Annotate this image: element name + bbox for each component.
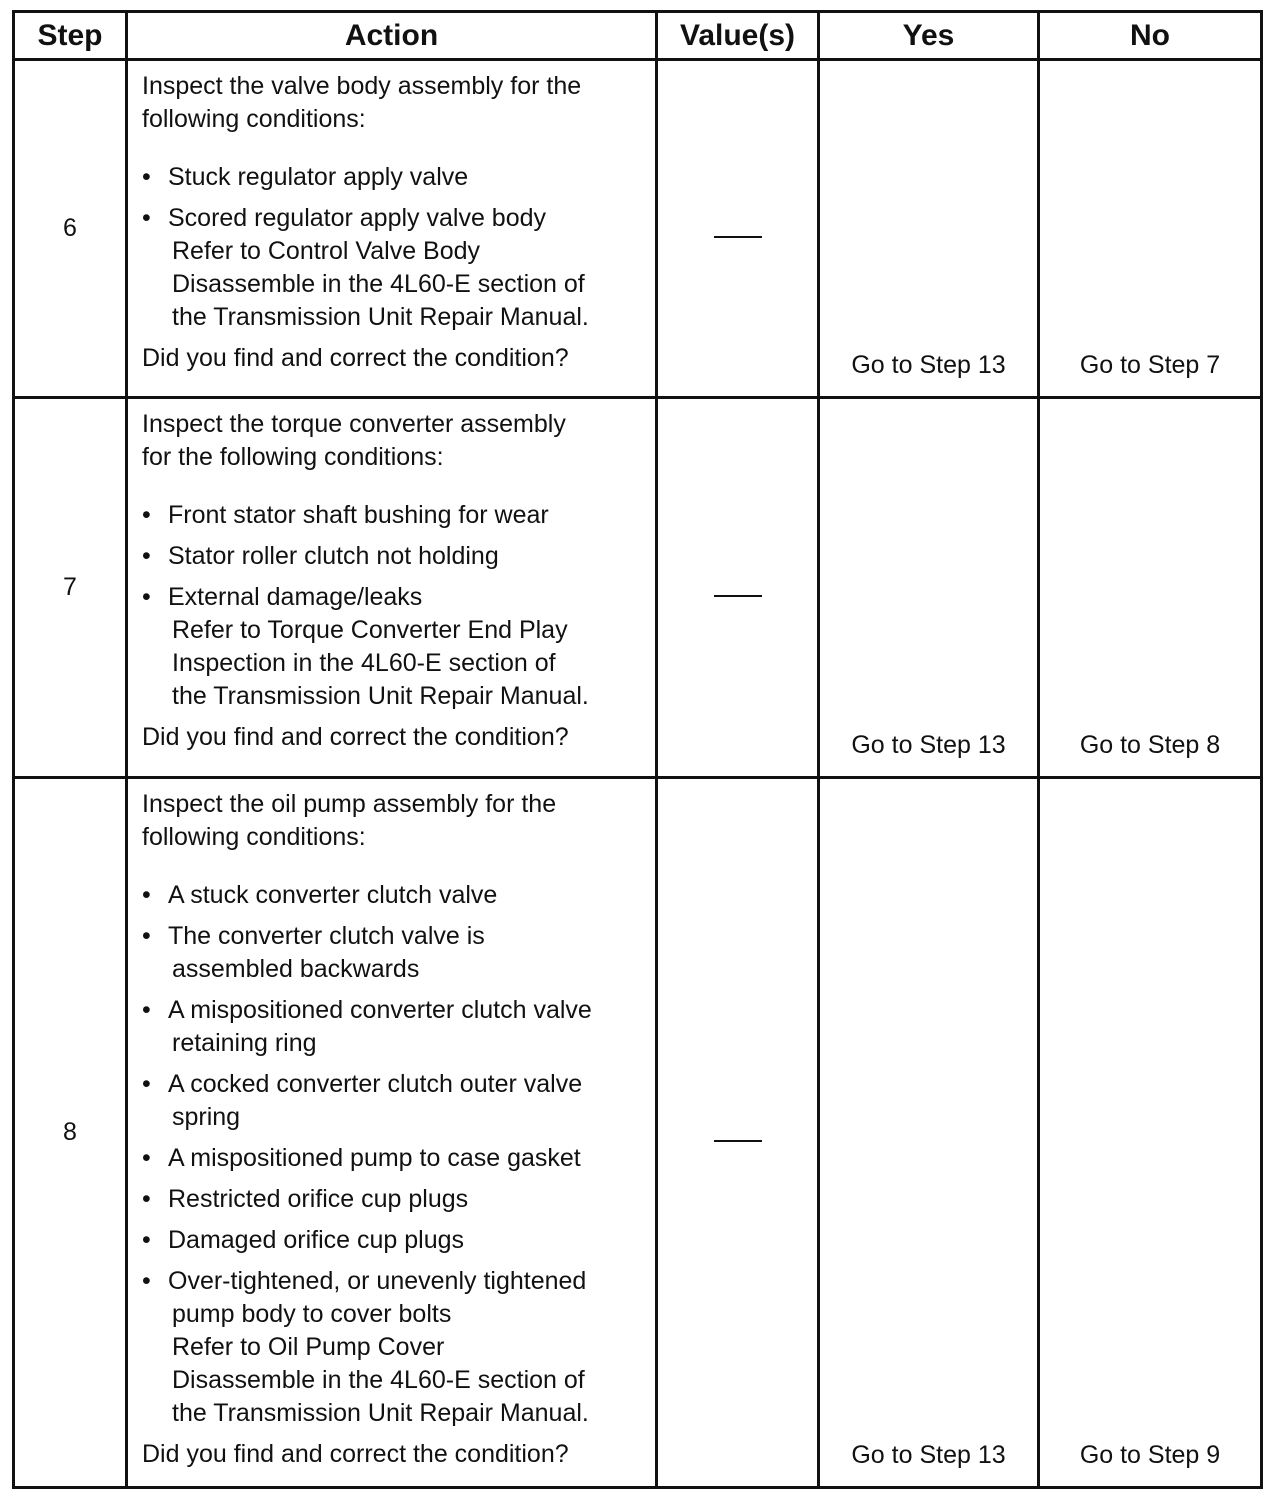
header-step: Step (14, 12, 127, 60)
condition-line: the Transmission Unit Repair Manual. (172, 682, 589, 710)
condition-line: Refer to Oil Pump Cover (172, 1333, 445, 1361)
condition-line: Disassemble in the 4L60-E section of (172, 270, 585, 298)
condition-line: Front stator shaft bushing for wear (168, 501, 549, 529)
condition-line: pump body to cover bolts (172, 1300, 452, 1328)
yes-result: Go to Step 13 (819, 778, 1039, 1488)
action-question: Did you find and correct the condition? (142, 723, 569, 751)
value-cell (657, 398, 819, 778)
condition-item (142, 540, 645, 573)
bullet-icon: • (142, 163, 151, 191)
condition-item (142, 1068, 645, 1134)
condition-line: Disassemble in the 4L60-E section of (172, 1366, 585, 1394)
action-intro (142, 408, 645, 474)
condition-line: Inspection in the 4L60-E section of (172, 649, 556, 677)
condition-item (142, 1142, 645, 1175)
no-value-dash (714, 595, 762, 597)
table-row (14, 398, 1262, 778)
action-intro (142, 788, 645, 854)
step-number: 7 (14, 398, 127, 778)
condition-line: Stator roller clutch not holding (168, 542, 499, 570)
condition-line: Over-tightened, or unevenly tightened (168, 1267, 587, 1295)
condition-item (142, 161, 645, 194)
yes-result: Go to Step 13 (819, 398, 1039, 778)
condition-item (142, 202, 645, 334)
header-no: No (1039, 12, 1262, 60)
condition-item (142, 1183, 645, 1216)
action-intro (142, 70, 645, 136)
condition-item (142, 920, 645, 986)
header-row (14, 12, 1262, 60)
intro-line: following conditions: (142, 105, 366, 133)
condition-line: A cocked converter clutch outer valve (168, 1070, 583, 1098)
bullet-icon: • (142, 881, 151, 909)
bullet-icon: • (142, 1267, 151, 1295)
bullet-icon: • (142, 1226, 151, 1254)
condition-line: Restricted orifice cup plugs (168, 1185, 469, 1213)
condition-line: retaining ring (172, 1029, 317, 1057)
condition-line: the Transmission Unit Repair Manual. (172, 1399, 589, 1427)
no-value-dash (714, 236, 762, 238)
bullet-icon: • (142, 583, 151, 611)
action-cell (127, 398, 657, 778)
bullet-icon: • (142, 922, 151, 950)
condition-item (142, 499, 645, 532)
condition-line: Refer to Control Valve Body (172, 237, 481, 265)
table-row (14, 778, 1262, 1488)
condition-line: A mispositioned pump to case gasket (168, 1144, 581, 1172)
value-cell (657, 778, 819, 1488)
value-cell (657, 60, 819, 398)
table-row (14, 60, 1262, 398)
header-values: Value(s) (657, 12, 819, 60)
intro-line: following conditions: (142, 823, 366, 851)
yes-result: Go to Step 13 (819, 60, 1039, 398)
header-yes: Yes (819, 12, 1039, 60)
condition-line: A stuck converter clutch valve (168, 881, 498, 909)
bullet-icon: • (142, 501, 151, 529)
condition-item (142, 994, 645, 1060)
intro-line: Inspect the valve body assembly for the (142, 72, 582, 100)
condition-item (142, 581, 645, 713)
step-number: 6 (14, 60, 127, 398)
header-action: Action (127, 12, 657, 60)
diagnostic-table (12, 10, 1263, 1489)
bullet-icon: • (142, 204, 151, 232)
action-question: Did you find and correct the condition? (142, 1440, 569, 1468)
condition-line: the Transmission Unit Repair Manual. (172, 303, 589, 331)
no-result: Go to Step 7 (1039, 60, 1262, 398)
condition-line: Refer to Torque Converter End Play (172, 616, 568, 644)
condition-line: Stuck regulator apply valve (168, 163, 469, 191)
bullet-icon: • (142, 996, 151, 1024)
condition-item (142, 1265, 645, 1430)
step-number: 8 (14, 778, 127, 1488)
table-body (14, 60, 1262, 1488)
no-result: Go to Step 8 (1039, 398, 1262, 778)
action-cell (127, 60, 657, 398)
intro-line: for the following conditions: (142, 443, 444, 471)
condition-line: spring (172, 1103, 241, 1131)
condition-line: assembled backwards (172, 955, 420, 983)
bullet-icon: • (142, 1070, 151, 1098)
condition-item (142, 1224, 645, 1257)
no-result: Go to Step 9 (1039, 778, 1262, 1488)
bullet-icon: • (142, 542, 151, 570)
condition-line: Damaged orifice cup plugs (168, 1226, 464, 1254)
condition-line: The converter clutch valve is (168, 922, 485, 950)
condition-item (142, 879, 645, 912)
condition-line: External damage/leaks (168, 583, 423, 611)
action-cell (127, 778, 657, 1488)
intro-line: Inspect the oil pump assembly for the (142, 790, 557, 818)
bullet-icon: • (142, 1185, 151, 1213)
no-value-dash (714, 1140, 762, 1142)
condition-line: A mispositioned converter clutch valve (168, 996, 592, 1024)
bullet-icon: • (142, 1144, 151, 1172)
intro-line: Inspect the torque converter assembly (142, 410, 566, 438)
condition-line: Scored regulator apply valve body (168, 204, 547, 232)
action-question: Did you find and correct the condition? (142, 344, 569, 372)
